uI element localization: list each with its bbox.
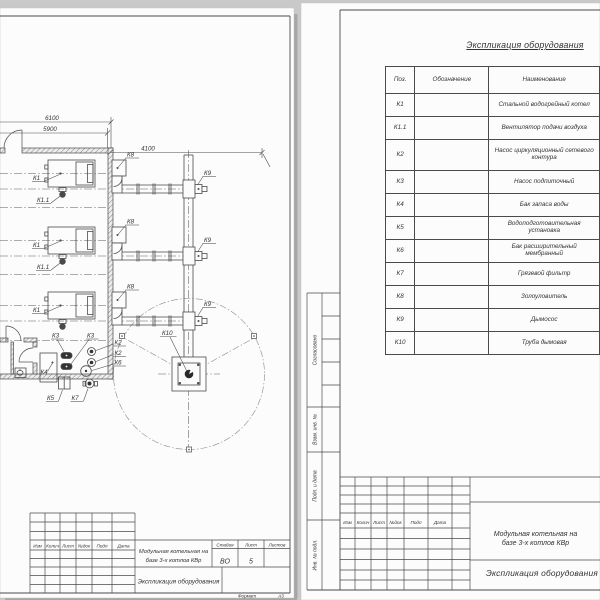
tag-k1-3: К1 (33, 307, 41, 314)
tag-k9-2: К9 (204, 237, 212, 244)
ltb-col-data: Дата (117, 543, 130, 549)
dim-4100: 4100 (141, 145, 155, 153)
cell-pos: К7 (386, 263, 415, 286)
spec-row (386, 309, 600, 332)
cell-pos: К5 (386, 217, 415, 240)
margin-agreed-label: Согласовано (312, 334, 319, 366)
cell-pos: К6 (386, 240, 415, 263)
cell-name: Бак расширительный мембранный (489, 240, 600, 263)
cell-name: Бак запаса воды (489, 194, 600, 217)
margin-replacement-label: Взам. инв. № (312, 414, 319, 445)
ltb-doc-title: Экспликация оборудования (137, 578, 220, 586)
spec-row (386, 117, 600, 140)
cell-name: Водоподготовительная установка (489, 217, 600, 240)
dim-6100: 6100 (45, 115, 59, 122)
tag-k10: К10 (162, 330, 173, 337)
cell-designation (415, 217, 489, 240)
rtb-col-data: Дата (433, 520, 447, 525)
cell-pos: К9 (386, 309, 415, 332)
rtb-col-kolich: Колич (356, 520, 370, 525)
cell-pos: К10 (386, 332, 415, 355)
cell-designation (415, 194, 489, 217)
tag-k8-1: К8 (127, 151, 135, 159)
cell-designation (415, 140, 489, 171)
tag-k1-2: К1 (33, 242, 41, 249)
cell-pos: К2 (386, 140, 415, 171)
spec-col-designation: Обозначение (415, 67, 489, 94)
rt b-col-ndok: №док (389, 520, 402, 525)
spec-col-name: Наименование (489, 67, 600, 94)
cell-name: Дымосос (489, 309, 600, 332)
cell-name: Насос циркуляционный сетевого контура (489, 140, 600, 171)
cell-designation (415, 286, 489, 309)
cell-name: Насос подпиточный (489, 171, 600, 194)
tag-k3-2: К3 (87, 332, 95, 340)
ltb-sheets-label: Листов (268, 542, 286, 548)
chimney-foundation (172, 357, 206, 391)
cell-pos: К1.1 (386, 117, 415, 140)
tag-k5: К5 (47, 395, 55, 402)
cell-designation (415, 94, 489, 117)
cell-designation (415, 332, 489, 355)
tag-k7: К7 (71, 395, 79, 402)
spec-table (385, 66, 600, 355)
tag-k1-1: К1 (33, 175, 41, 182)
ltb-format-label: Формат (237, 593, 257, 599)
spec-row (386, 332, 600, 355)
rtb-project-line2: базе 3-х котлов КВр (501, 539, 570, 547)
spec-row (386, 94, 600, 117)
tag-k1_1-2: К1.1 (37, 264, 50, 271)
cell-name: Труба дымовая (489, 332, 600, 355)
sheet-left-paper (0, 8, 298, 600)
ltb-sheet-label: Лист (245, 542, 257, 548)
ltb-sheet-value: 5 (249, 558, 253, 566)
ltb-col-izm: Изм (33, 543, 42, 549)
rtb-project-line1: Модульная котельная на (493, 531, 578, 538)
tag-k6: К6 (114, 359, 122, 367)
ltb-stage-label: Стадия (216, 542, 234, 548)
cell-designation (415, 171, 489, 194)
rtb-col-podp: Подп (410, 520, 422, 525)
rtb-col-list: Лист (373, 520, 385, 525)
spec-header-row (386, 67, 600, 94)
tag-k2-1: К2 (114, 339, 122, 347)
cell-name: Стальной водогрейный котел (489, 94, 600, 117)
spec-row (386, 140, 600, 171)
margin-inventory-label: Инв. № подл. (312, 539, 319, 571)
cell-designation (415, 117, 489, 140)
cell-designation (415, 309, 489, 332)
spec-row (386, 286, 600, 309)
spec-row (386, 240, 600, 263)
spec-row (386, 217, 600, 240)
cell-pos: К3 (386, 171, 415, 194)
ltb-col-kolich: Колич (46, 543, 59, 549)
ltb-project-line1: Модульная котельная на (138, 549, 209, 555)
ltb-col-ndok: №док (77, 543, 91, 549)
ltb-col-podp: Подп (96, 543, 108, 549)
ltb-col-list: Лист (62, 543, 74, 549)
tag-k9-1: К9 (204, 170, 212, 177)
cell-name: Грязевой фильтр (489, 263, 600, 286)
tag-k9-3: К9 (204, 301, 212, 308)
tag-k4: К4 (40, 369, 48, 376)
cell-name: Золоуловитель (489, 286, 600, 309)
rtb-project-name (470, 531, 600, 549)
cell-pos: К8 (386, 286, 415, 309)
cell-designation (415, 263, 489, 286)
spec-heading: Экспликация оборудования (466, 40, 584, 50)
spec-row (386, 263, 600, 286)
tag-k2-2: К2 (114, 350, 122, 357)
ltb-project-line2: базе 3-х котлов КВр (145, 558, 202, 564)
ltb-stage-value: ВО (220, 558, 230, 566)
ltb-format-value: А3 (278, 593, 284, 599)
spec-row (386, 171, 600, 194)
spec-row (386, 194, 600, 217)
rtb-col-izm: Изм (343, 520, 352, 525)
cell-pos: К1 (386, 94, 415, 117)
dim-5900: 5900 (43, 126, 57, 133)
cell-pos: К4 (386, 194, 415, 217)
tag-k1_1-1: К1.1 (37, 197, 50, 204)
cell-designation (415, 240, 489, 263)
cell-name: Вентилятор подачи воздуха (489, 117, 600, 140)
rtb-doc-title: Экспликация оборудования (486, 568, 598, 578)
margin-sign-date-label: Подп. и дата (312, 470, 319, 502)
tag-k8-2: К8 (127, 218, 135, 226)
tag-k8-3: К8 (127, 283, 135, 291)
tag-k3-1: К3 (52, 332, 60, 340)
spec-col-pos: Поз. (386, 67, 415, 94)
